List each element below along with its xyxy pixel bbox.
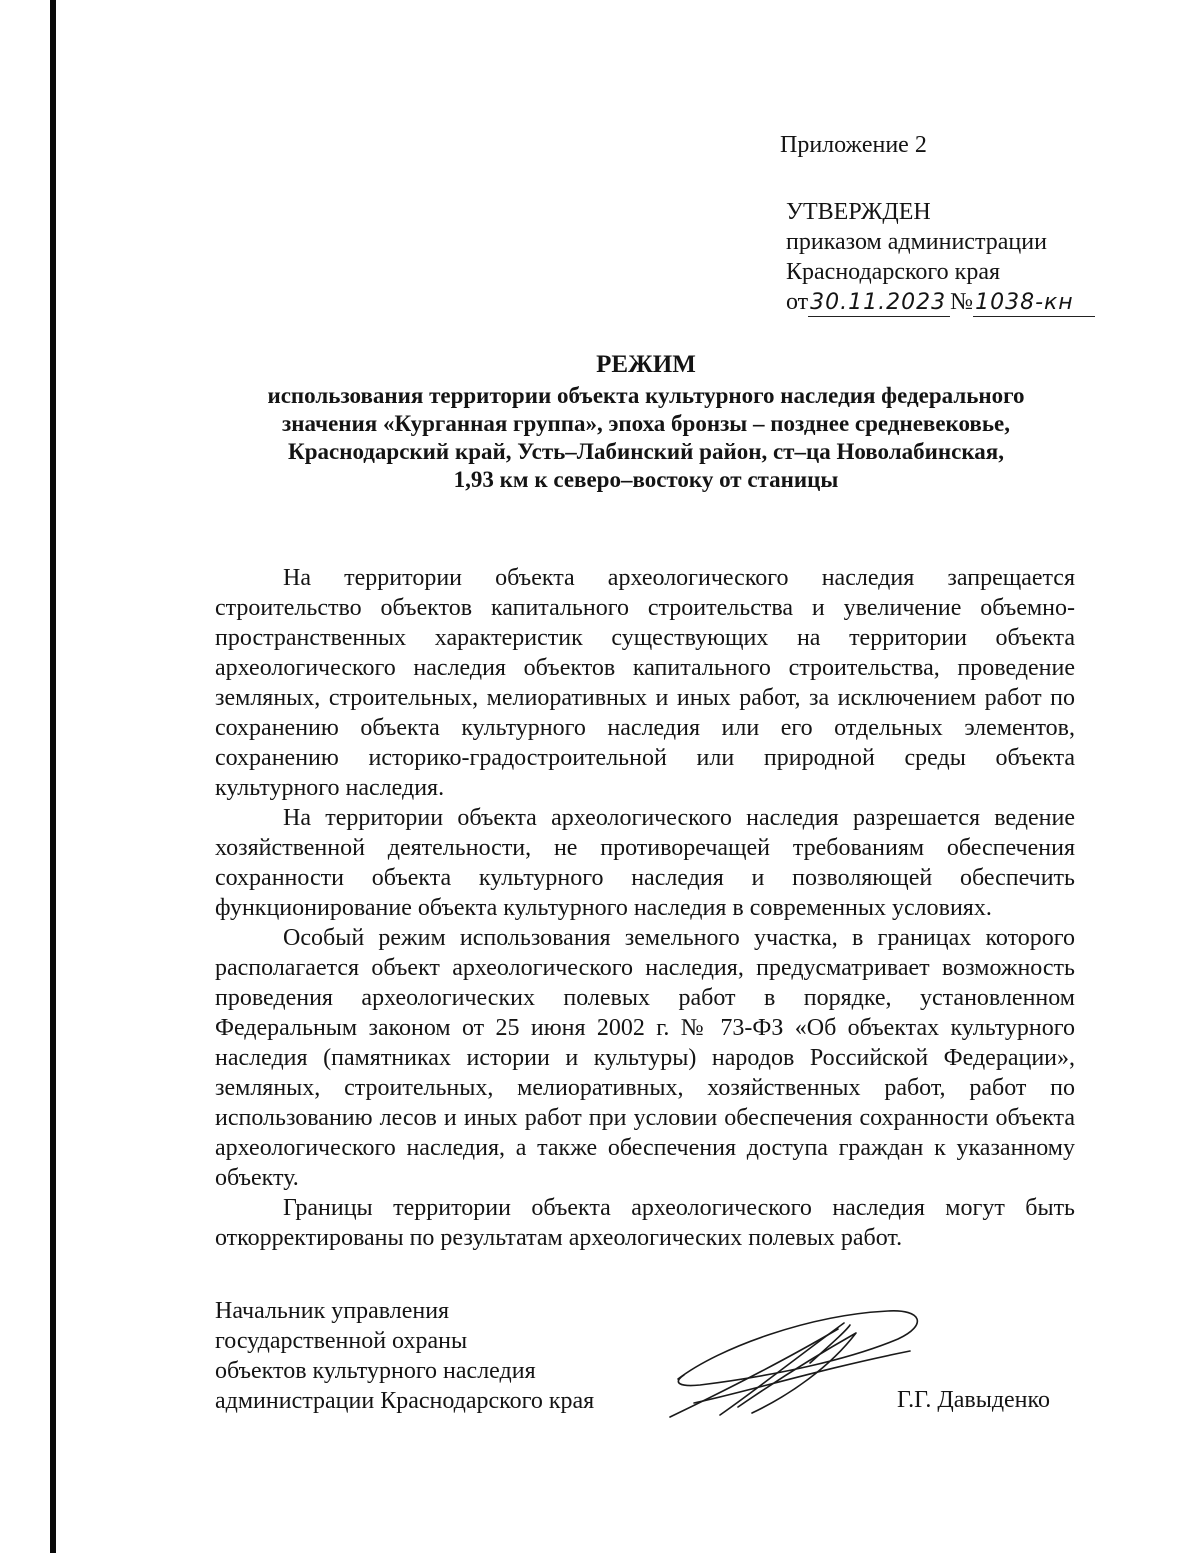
paragraph-2: На территории объекта археологического наследия разрешается ведение хозяйственной деятельности, не противоречащей требованиям обеспечения сохранности объекта культурного наследия и позволяющей обеспечить функционирование объекта культурного наследия в современных условиях. [215,805,1075,921]
approval-block [780,130,1166,317]
signatory-line-4: администрации Краснодарского края [215,1388,595,1414]
document-body [215,563,1075,1253]
scan-edge [50,0,56,1553]
title-line-4: 1,93 км к северо–востоку от станицы [453,467,839,492]
paragraph-4: Границы территории объекта археологического наследия могут быть откорректированы по результатам археологических полевых работ. [215,1195,1075,1251]
paragraph-3: Особый режим использования земельного участка, в границах которого располагается объект археологического наследия, предусматривает возможность проведения археологических полевых работ в порядке, установленном Федеральным законом от 25 июня 2002 г. № 73-ФЗ «Об объектах культурного наследия (памятниках истории и культуры) народов Российской Федерации», земляных, строительных, мелиоративных, хозяйственных работ, работ по использованию лесов и иных работ при условии обеспечения сохранности объекта археологического наследия, а также обеспечения доступа граждан к указанному объекту. [215,925,1075,1191]
document-title [215,351,1077,494]
signatory-name: Г.Г. Давыденко [897,1387,1050,1413]
title-line-1: использования территории объекта культурного наследия федерального [267,383,1025,408]
signatory-line-3: объектов культурного наследия [215,1358,536,1384]
approved-by-line-2: Краснодарского края [786,259,1001,285]
from-label: от [786,289,809,315]
title-line-2: значения «Курганная группа», эпоха бронзы – позднее средневековье, [282,411,1010,436]
handwritten-date: 30.11.2023 [808,290,950,317]
handwritten-number: 1038-кн [973,290,1095,317]
paragraph-1: На территории объекта археологического наследия запрещается строительство объектов капитального строительства и увеличение объемно-пространственных характеристик существующих на территории объекта археологического наследия объектов капитального строительства, проведение земляных, строительных, мелиоративных и иных работ, за исключением работ по сохранению объекта культурного наследия или его отдельных элементов, сохранению историко-градостроительной или природной среды объекта культурного наследия. [215,565,1075,801]
title-line-3: Краснодарский край, Усть–Лабинский район, ст–ца Новолабинская, [288,439,1004,464]
signatory-line-2: государственной охраны [215,1328,468,1354]
number-label: № [950,289,974,315]
title-main: РЕЖИМ [596,351,696,378]
order-line [786,287,1166,317]
annex-label: Приложение 2 [780,132,927,158]
signatory-position [215,1296,635,1416]
approved-label: УТВЕРЖДЕН [786,199,931,225]
signatory-line-1: Начальник управления [215,1298,450,1324]
approved-by-line-1: приказом администрации [786,229,1047,255]
